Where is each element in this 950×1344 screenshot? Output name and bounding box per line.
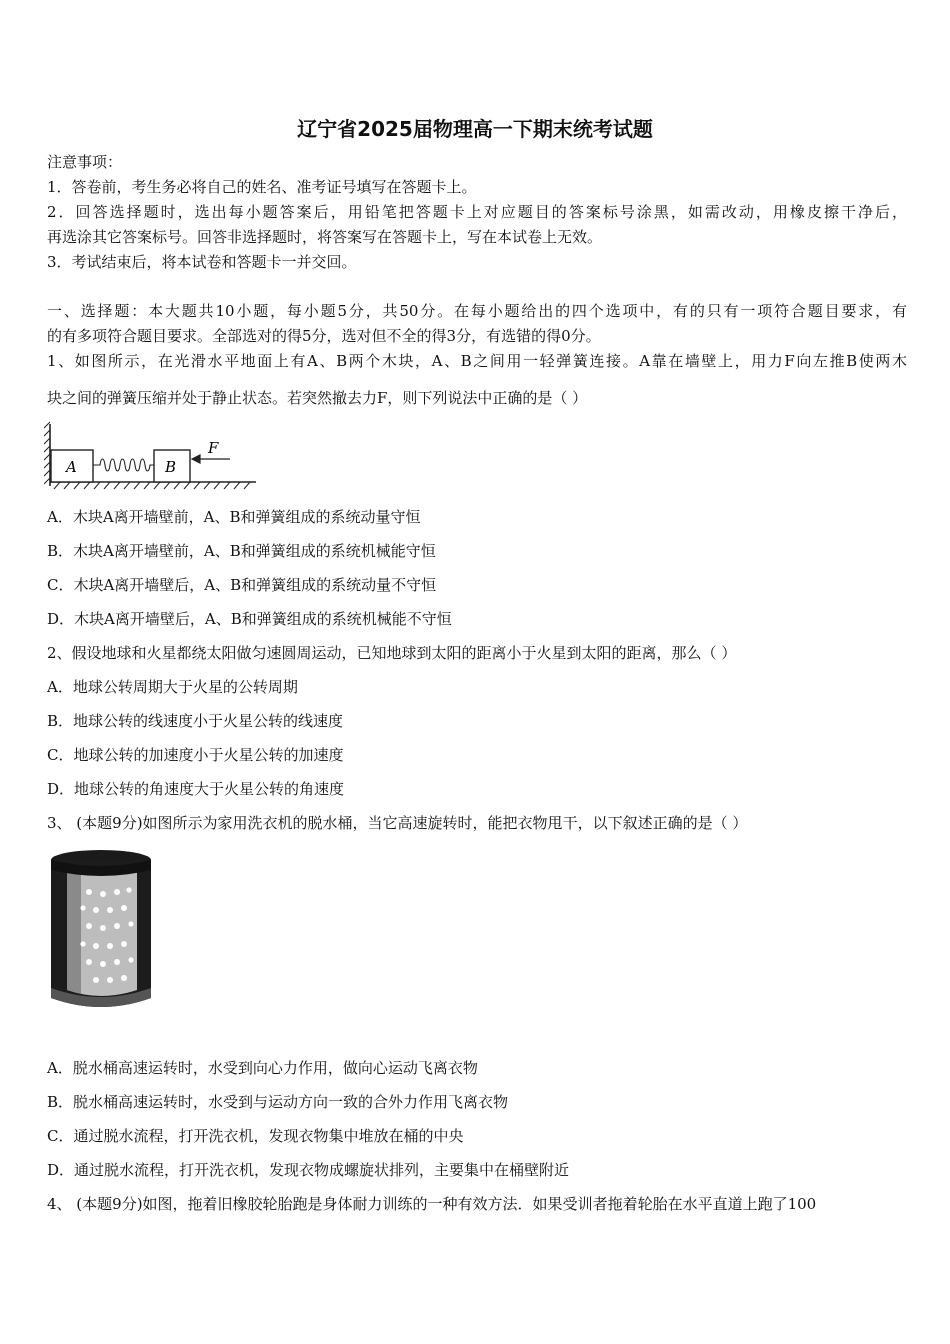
section-intro-line1: 一、选择题：本大题共10小题，每小题5分，共50分。在每小题给出的四个选项中，有的只有一项符合题目要求，有 — [47, 302, 907, 320]
q2-option-a: A．地球公转周期大于火星的公转周期 — [47, 678, 298, 696]
spring — [93, 459, 154, 471]
notice-item-3: 3．考试结束后，将本试卷和答题卡一并交回。 — [47, 253, 357, 271]
q1-option-a: A．木块A离开墙壁前，A、B和弹簧组成的系统动量守恒 — [47, 508, 421, 526]
notice-item-1: 1．答卷前，考生务必将自己的姓名、准考证号填写在答题卡上。 — [47, 178, 477, 196]
section-intro-line2: 的有多项符合题目要求。全部选对的得5分，选对但不全的得3分，有选错的得0分。 — [47, 327, 601, 345]
spring-blocks-figure — [44, 420, 258, 494]
page-title: 辽宁省2025届物理高一下期末统考试题 — [297, 117, 653, 141]
q1-stem-line2: 块之间的弹簧压缩并处于静止状态。若突然撤去力F，则下列说法中正确的是（ ） — [47, 389, 588, 407]
q3-option-c: C．通过脱水流程，打开洗衣机，发现衣物集中堆放在桶的中央 — [47, 1127, 464, 1145]
spin-drum-figure — [45, 848, 157, 1018]
q2-option-b: B．地球公转的线速度小于火星公转的线速度 — [47, 712, 344, 730]
q2-option-d: D．地球公转的角速度大于火星公转的角速度 — [47, 780, 345, 798]
q1-option-b: B．木块A离开墙壁前，A、B和弹簧组成的系统机械能守恒 — [47, 542, 436, 560]
notice-heading: 注意事项： — [47, 153, 123, 171]
q4-stem: 4、 (本题9分)如图，拖着旧橡胶轮胎跑是身体耐力训练的一种有效方法．如果受训者拖着轮胎在水平直道上跑了100 — [47, 1195, 817, 1213]
q3-stem: 3、 (本题9分)如图所示为家用洗衣机的脱水桶，当它高速旋转时，能把衣物甩干，以下叙述正确的是（ ） — [47, 814, 748, 832]
q3-option-d: D．通过脱水流程，打开洗衣机，发现衣物成螺旋状排列，主要集中在桶壁附近 — [47, 1161, 570, 1179]
q2-option-c: C．地球公转的加速度小于火星公转的加速度 — [47, 746, 344, 764]
force-label: F — [208, 439, 219, 457]
q2-stem: 2、假设地球和火星都绕太阳做匀速圆周运动，已知地球到太阳的距离小于火星到太阳的距离，那么（ ） — [47, 644, 737, 662]
notice-item-2: 2．回答选择题时，选出每小题答案后，用铅笔把答题卡上对应题目的答案标号涂黑，如需改动，用橡皮擦干净后， — [47, 203, 907, 221]
q1-option-d: D．木块A离开墙壁后，A、B和弹簧组成的系统机械能不守恒 — [47, 610, 452, 628]
q3-option-b: B．脱水桶高速运转时，水受到与运动方向一致的合外力作用飞离衣物 — [47, 1093, 509, 1111]
q1-stem-line1: 1、如图所示，在光滑水平地面上有A、B两个木块，A、B之间用一轻弹簧连接。A靠在墙壁上，用力F向左推B使两木 — [47, 352, 907, 370]
notice-item-2-cont: 再选涂其它答案标号。回答非选择题时，将答案写在答题卡上，写在本试卷上无效。 — [47, 228, 603, 246]
wall-hatching — [44, 422, 50, 486]
q3-option-a: A．脱水桶高速运转时，水受到向心力作用，做向心运动飞离衣物 — [47, 1059, 478, 1077]
block-a-label: A — [66, 458, 77, 476]
block-b-label: B — [165, 458, 177, 476]
ground-hatching — [50, 482, 256, 489]
q1-option-c: C．木块A离开墙壁后，A、B和弹簧组成的系统动量不守恒 — [47, 576, 437, 594]
